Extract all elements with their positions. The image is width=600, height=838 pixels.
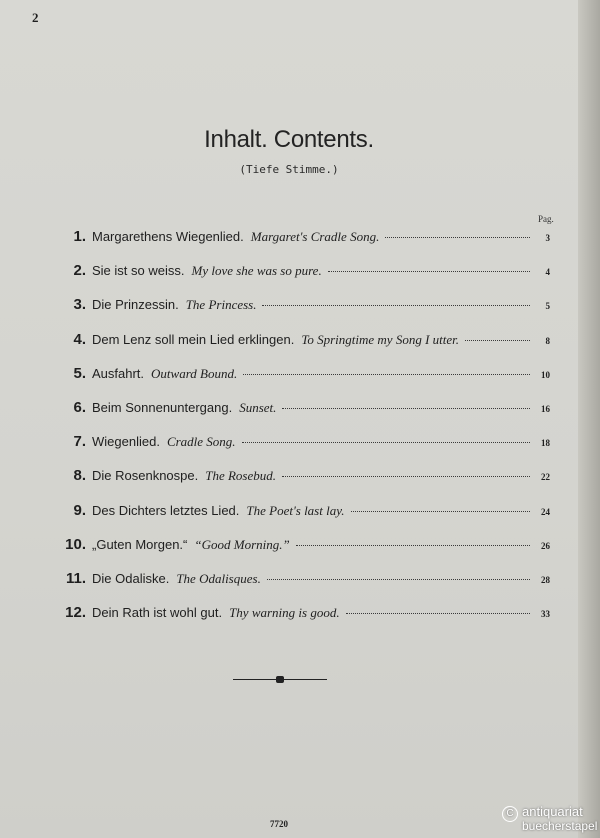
divider-dot <box>276 676 284 683</box>
toc-entry-english-title: “Good Morning.” <box>194 536 290 552</box>
toc-entry-english-title: The Poet's last lay. <box>246 502 345 518</box>
toc-entry-number: 1. <box>73 228 86 245</box>
toc-entry-page: 22 <box>541 472 550 483</box>
toc-entry-english-title: The Odalisques. <box>176 571 261 586</box>
toc-entry-german-title: Beim Sonnenuntergang. <box>92 400 233 415</box>
toc-entry-number: 7. <box>73 433 86 451</box>
toc-leader-dots <box>296 544 530 546</box>
toc-entry-german-title: Die Rosenknospe. <box>92 468 199 484</box>
page-title: Inhalt. Contents. <box>204 126 374 153</box>
toc-entry-german-title: Die Prinzessin. <box>92 297 179 313</box>
toc-entry-english-title: Thy warning is good. <box>229 605 340 621</box>
toc-entry <box>60 604 550 626</box>
toc-entry <box>60 467 550 489</box>
toc-entry-english-title: The Rosebud. <box>205 468 277 484</box>
toc-entry-english-title: My love she was so pure. <box>191 263 322 279</box>
toc-entry-german-title: Ausfahrt. <box>92 365 145 381</box>
page-number: 2 <box>32 10 39 25</box>
toc-entry-number: 8. <box>73 467 86 485</box>
toc-entry-english-title: To Springtime my Song I utter. <box>301 331 460 347</box>
toc-entry-page: 28 <box>541 575 550 585</box>
watermark-line-2: buecherstapel <box>522 819 598 833</box>
toc-entry <box>60 570 550 592</box>
toc-entry <box>60 296 550 318</box>
toc-leader-dots <box>267 578 530 580</box>
copyright-icon: C <box>502 806 518 822</box>
book-gutter <box>578 0 600 838</box>
toc-entry-page: 24 <box>541 506 550 517</box>
toc-entry-page: 26 <box>541 540 550 551</box>
toc-entry-page: 5 <box>545 301 550 312</box>
toc-entry-number: 9. <box>73 501 86 519</box>
toc-entry-german-title: Sie ist so weiss. <box>92 263 185 279</box>
toc-entry-number: 10. <box>65 535 86 553</box>
toc-entry-page: 18 <box>541 438 550 449</box>
toc-entry-english-title: Outward Bound. <box>151 365 238 381</box>
toc-entry-number: 2. <box>73 262 86 280</box>
divider-ornament <box>233 676 327 684</box>
toc-entry-page: 3 <box>545 233 550 243</box>
toc-entry-english-title: Cradle Song. <box>166 434 236 450</box>
toc-entry-german-title: Die Odaliske. <box>92 571 170 586</box>
toc-entry-german-title: „Guten Morgen.“ <box>92 536 188 552</box>
toc-entry-english-title: The Princess. <box>185 297 257 313</box>
watermark-logo <box>502 804 598 834</box>
toc-entry-german-title: Margarethens Wiegenlied. <box>92 229 244 244</box>
toc-leader-dots <box>328 270 530 272</box>
toc-leader-dots <box>282 407 530 409</box>
toc-leader-dots <box>243 373 530 375</box>
toc-entry <box>60 365 550 387</box>
toc-entry-number: 12. <box>65 604 86 622</box>
toc-entry-page: 8 <box>545 335 550 346</box>
page-subtitle: (Tiefe Stimme.) <box>239 163 339 176</box>
toc-entry-number: 6. <box>73 399 86 416</box>
toc-entry-english-title: Sunset. <box>239 400 277 415</box>
toc-leader-dots <box>242 441 530 443</box>
plate-number: 7720 <box>270 819 288 829</box>
toc-leader-dots <box>465 339 530 341</box>
toc-entry-number: 11. <box>65 570 86 587</box>
toc-entry-page: 4 <box>545 267 550 278</box>
toc-leader-dots <box>282 475 530 477</box>
toc-leader-dots <box>385 236 530 238</box>
toc-entry <box>60 536 550 558</box>
toc-entry-page: 16 <box>541 404 550 414</box>
toc-entry-number: 4. <box>73 330 86 348</box>
toc-leader-dots <box>351 510 530 512</box>
toc-entry-english-title: Margaret's Cradle Song. <box>250 229 380 244</box>
toc-entry <box>60 433 550 455</box>
toc-entry-page: 10 <box>541 369 550 380</box>
toc-entry <box>60 399 550 421</box>
toc-entry-german-title: Des Dichters letztes Lied. <box>92 502 240 518</box>
toc-entry-number: 3. <box>73 296 86 314</box>
toc-entry-page: 33 <box>541 609 550 620</box>
toc-entry-german-title: Dem Lenz soll mein Lied erklingen. <box>92 331 295 347</box>
toc-entry-german-title: Dein Rath ist wohl gut. <box>92 605 223 621</box>
watermark-line-1: antiquariat <box>522 804 583 819</box>
toc-entry-number: 5. <box>73 364 86 382</box>
pag-column-label: Pag. <box>538 214 554 224</box>
toc-entry-german-title: Wiegenlied. <box>92 434 160 450</box>
toc-leader-dots <box>262 304 530 306</box>
toc-leader-dots <box>346 612 530 614</box>
toc-entry <box>60 502 550 524</box>
toc-entry <box>60 331 550 353</box>
toc-entry <box>60 262 550 284</box>
toc-entry <box>60 228 550 250</box>
